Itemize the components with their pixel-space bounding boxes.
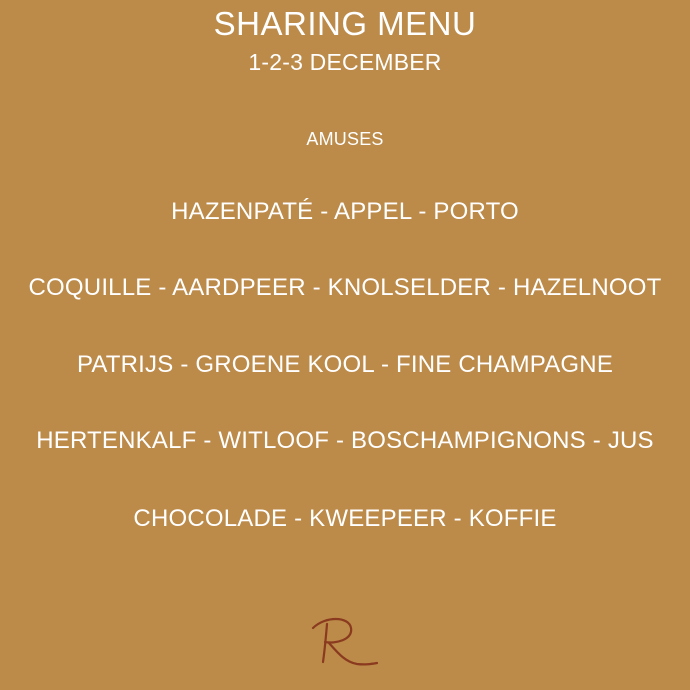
- dish-4: HERTENKALF - WITLOOF - BOSCHAMPIGNONS - JUS: [36, 427, 654, 454]
- dish-1: HAZENPATÉ - APPEL - PORTO: [171, 198, 519, 225]
- dish-2: COQUILLE - AARDPEER - KNOLSELDER - HAZELNOOT: [28, 274, 662, 301]
- restaurant-logo-r-icon: [305, 612, 385, 672]
- dish-3: PATRIJS - GROENE KOOL - FINE CHAMPAGNE: [76, 351, 614, 378]
- section-heading-amuses: AMUSES: [306, 129, 384, 149]
- dish-5: CHOCOLADE - KWEEPEER - KOFFIE: [133, 505, 557, 532]
- menu-dates: 1-2-3 DECEMBER: [248, 49, 442, 75]
- menu-title: SHARING MENU: [213, 5, 477, 42]
